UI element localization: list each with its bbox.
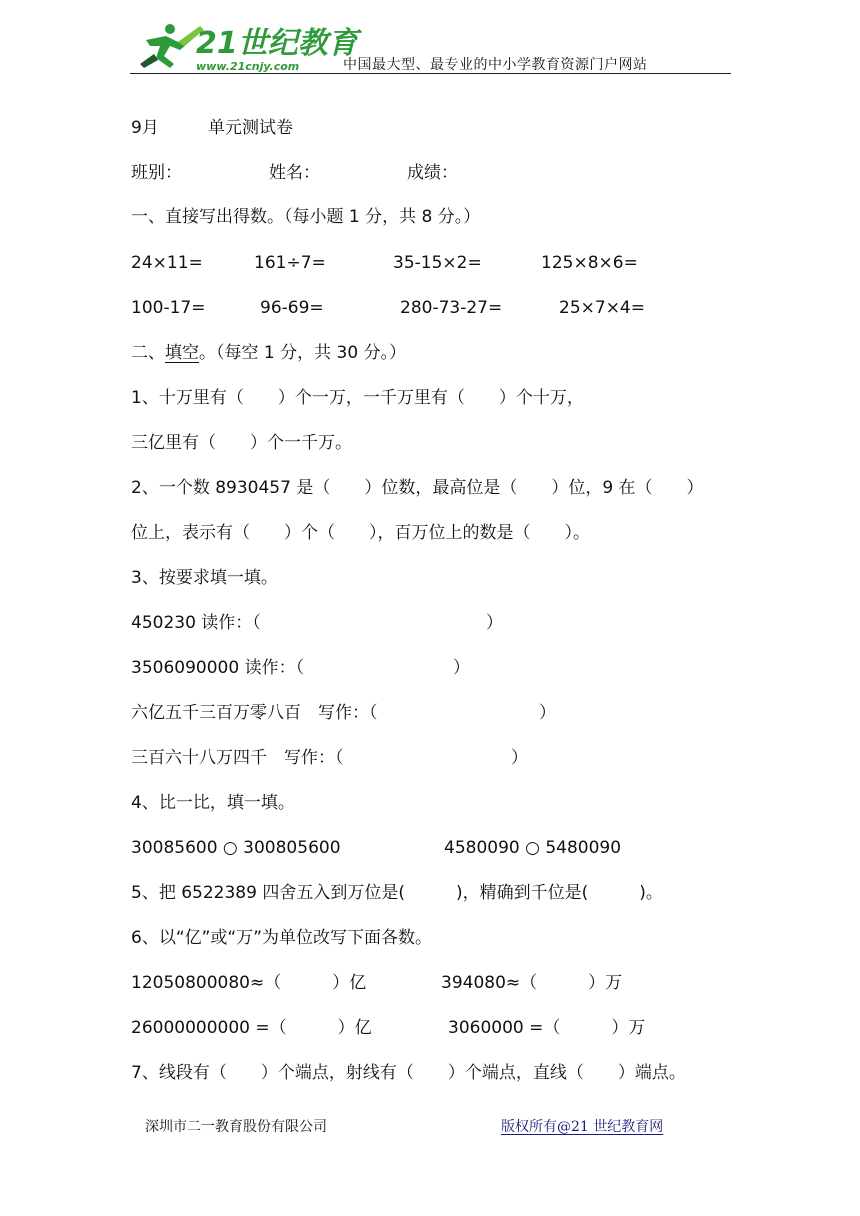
calc-item: 125×8×6= — [541, 253, 638, 273]
page-header — [130, 18, 730, 78]
rewrite-item: 12050800080≈（ ）亿 — [131, 973, 367, 993]
logo-url: www.21cnjy.com — [196, 60, 300, 73]
q3-a-text: 450230 读作：（ — [131, 613, 261, 633]
name-label: 姓名： — [269, 163, 320, 183]
footer-company: 深圳市二一教育股份有限公司 — [145, 1119, 327, 1135]
section-1-title: 一、直接写出得数。（每小题 1 分，共 8 分。） — [131, 207, 481, 227]
calc-item: 96-69= — [260, 298, 324, 318]
site-logo — [130, 20, 358, 73]
question-5: 5、把 6522389 四舍五入到万位是( )，精确到千位是( )。 — [131, 883, 663, 903]
q3-d-text: 三百六十八万四千 写作：（ — [131, 748, 344, 768]
q3-b-text: 3506090000 读作：（ — [131, 658, 305, 678]
calc-item: 161÷7= — [254, 253, 326, 273]
section-2-title — [131, 343, 406, 363]
rewrite-item: 394080≈（ ）万 — [441, 973, 623, 993]
page-title: 单元测试卷 — [208, 118, 293, 138]
question-1-line-1: 1、十万里有（ ）个一万，一千万里有（ ）个十万， — [131, 388, 584, 408]
question-2-line-1: 2、一个数 8930457 是（ ）位数，最高位是（ ）位，9 在（ ） — [131, 478, 704, 498]
site-tagline: 中国最大型、最专业的中小学教育资源门户网站 — [343, 57, 648, 73]
question-1-line-2: 三亿里有（ ）个一千万。 — [131, 433, 352, 453]
logo-runner-icon — [130, 20, 358, 73]
calc-item: 280-73-27= — [400, 298, 503, 318]
compare-item: 4580090 ○ 5480090 — [444, 838, 622, 858]
q3-d-close: ） — [511, 748, 528, 768]
q3-a-close: ） — [486, 613, 503, 633]
header-divider — [130, 73, 731, 74]
class-label: 班别： — [131, 163, 182, 183]
question-4-title: 4、比一比，填一填。 — [131, 793, 295, 813]
question-6-title: 6、以“亿”或“万”为单位改写下面各数。 — [131, 928, 433, 948]
section-2-prefix: 二、 — [131, 343, 165, 363]
calc-item: 25×7×4= — [559, 298, 645, 318]
question-2-line-2: 位上，表示有（ ）个（ ），百万位上的数是（ ）。 — [131, 523, 590, 543]
title-month: 9月 — [131, 118, 159, 138]
logo-text: 21世纪教育 — [196, 26, 358, 61]
compare-item: 30085600 ○ 300805600 — [131, 838, 341, 858]
rewrite-item: 26000000000 =（ ）亿 — [131, 1018, 372, 1038]
q3-b-close: ） — [453, 658, 470, 678]
section-2-underlined: 填空 — [165, 343, 199, 363]
q3-c-close: ） — [539, 703, 556, 723]
calc-item: 24×11= — [131, 253, 203, 273]
q3-c-text: 六亿五千三百万零八百 写作：（ — [131, 703, 378, 723]
rewrite-item: 3060000 =（ ）万 — [448, 1018, 646, 1038]
calc-item: 35-15×2= — [393, 253, 482, 273]
score-label: 成绩： — [407, 163, 458, 183]
section-2-suffix: 。（每空 1 分，共 30 分。） — [199, 343, 407, 363]
question-7: 7、线段有（ ）个端点，射线有（ ）个端点，直线（ ）端点。 — [131, 1063, 686, 1083]
footer-copyright-link[interactable]: 版权所有@21 世纪教育网 — [501, 1119, 664, 1135]
question-3-title: 3、按要求填一填。 — [131, 568, 278, 588]
calc-item: 100-17= — [131, 298, 206, 318]
